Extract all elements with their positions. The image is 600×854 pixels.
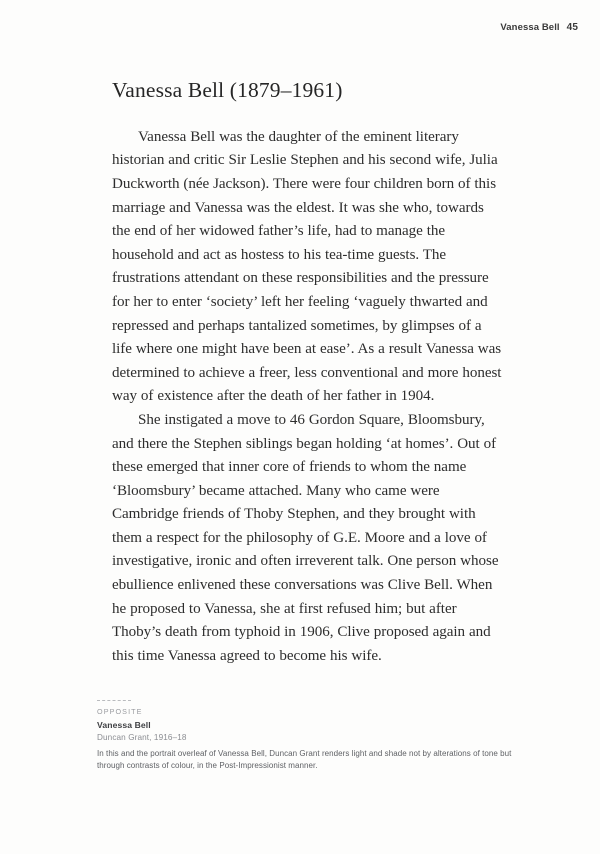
illustration-caption [97,700,527,772]
caption-title: Vanessa Bell [97,720,151,730]
body-paragraph-1: Vanessa Bell was the daughter of the eminent literary historian and critic Sir Leslie Stephen and his second wife, Julia Duckworth (née Jackson). There were four children born of this marriage and Vanessa was the eldest. It was she who, towards the end of her widowed father’s life, had to manage the household and act as hostess to his tea-time guests. The frustrations attendant on these responsibilities and the pressure for her to enter ‘society’ left her feeling ‘vaguely thwarted and repressed and perhaps tantalized sometimes, by glimpses of a life where one might have been at ease’. As a result Vanessa was determined to achieve a freer, less conventional and more honest way of existence after the death of her father in 1904. [112,128,502,405]
running-head [500,22,578,33]
body-paragraph-2: She instigated a move to 46 Gordon Square, Bloomsbury, and there the Stephen siblings began holding ‘at homes’. Out of these emerged that inner core of friends to whom the name ‘Bloomsbury’ became attached. Many who came were Cambridge friends of Thoby Stephen, and they brought with them a respect for the philosophy of G.E. Moore and a love of investigative, ironic and often irreverent talk. One person whose ebullience enlivened these conversations was Clive Bell. When he proposed to Vanessa, she at first refused him; but after Thoby’s death from typhoid in 1906, Clive proposed again and this time Vanessa agreed to become his wife. [112,411,499,664]
text-block [112,78,504,668]
caption-credit: Duncan Grant, 1916–18 [97,733,187,742]
caption-divider [97,700,131,701]
page-number: 45 [566,22,578,33]
caption-kicker: OPPOSITE [97,707,143,716]
caption-note: In this and the portrait overleaf of Vanessa Bell, Duncan Grant renders light and shade not by alterations of tone but through contrasts of colour, in the Post-Impressionist manner. [97,749,512,771]
page-title: Vanessa Bell (1879–1961) [112,78,343,102]
running-head-title: Vanessa Bell [500,22,560,33]
